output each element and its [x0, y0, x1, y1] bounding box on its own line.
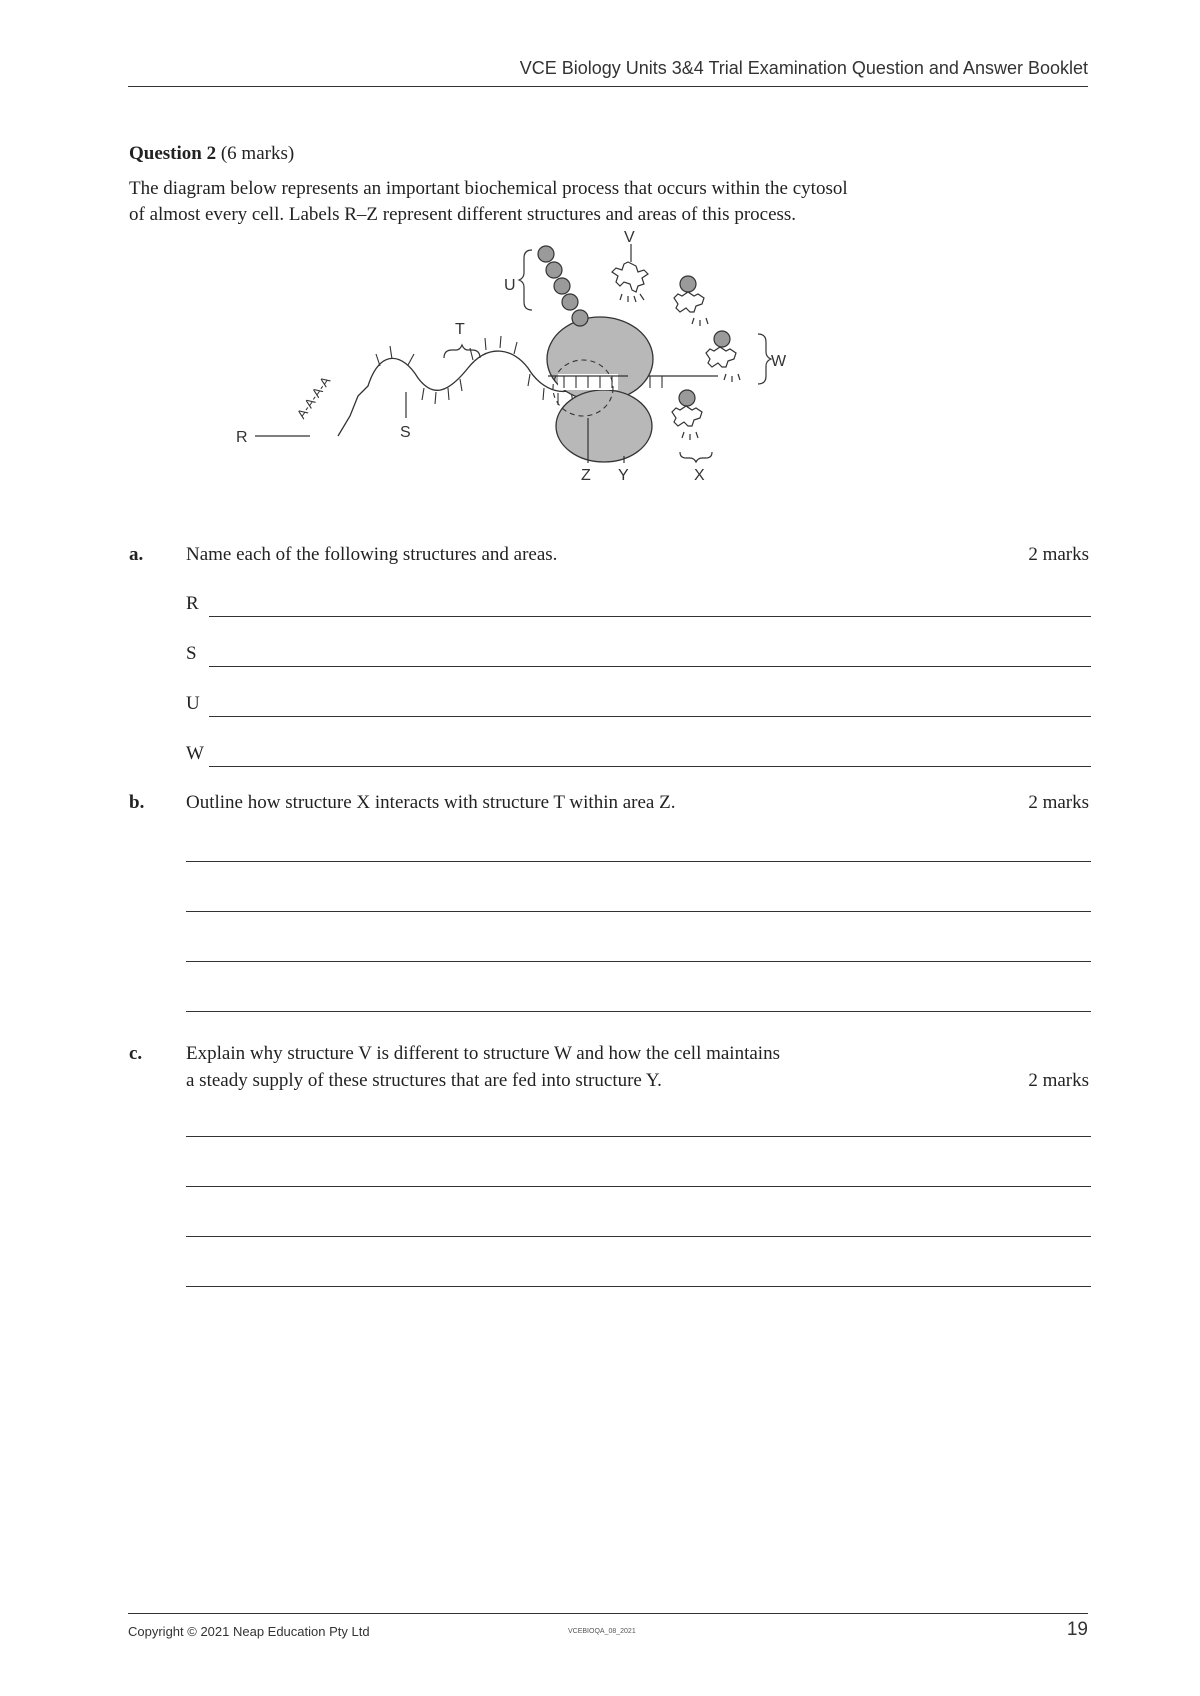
part-c-answer-line-1[interactable]: [186, 1136, 1091, 1137]
part-b-answer-line-1[interactable]: [186, 861, 1091, 862]
label-x: X: [694, 467, 705, 484]
part-b-prompt: [129, 789, 1089, 819]
answer-row-w[interactable]: [186, 743, 1091, 773]
polypeptide-chain: [538, 246, 588, 326]
answer-label-r: R: [186, 593, 199, 614]
part-c-text-line-2: a steady supply of these structures that are fed into structure Y.: [186, 1070, 662, 1091]
label-r: R: [236, 429, 248, 446]
answer-line-s[interactable]: [209, 666, 1091, 667]
part-c-answer-line-3[interactable]: [186, 1236, 1091, 1237]
part-c-answer-line-2[interactable]: [186, 1186, 1091, 1187]
trna-x: [672, 390, 712, 462]
translation-diagram: [128, 229, 1088, 528]
answer-label-u: U: [186, 693, 200, 714]
part-c-text-line-1: Explain why structure V is different to structure W and how the cell maintains: [186, 1043, 780, 1064]
poly-a-tail: A-A-A-A: [293, 373, 334, 422]
small-subunit: [556, 390, 652, 462]
part-c-letter: c.: [129, 1043, 143, 1064]
part-b-text: Outline how structure X interacts with structure T within area Z.: [186, 792, 676, 813]
label-t: T: [455, 321, 465, 338]
page-footer: [128, 1613, 1088, 1654]
part-b-answer-line-3[interactable]: [186, 961, 1091, 962]
question-title: [129, 143, 294, 165]
part-c-marks: 2 marks: [1028, 1070, 1089, 1091]
u-brace: [519, 250, 532, 310]
page-header: [128, 58, 1088, 87]
intro-line-2: of almost every cell. Labels R–Z represent different structures and areas of this process.: [129, 204, 797, 225]
answer-label-s: S: [186, 643, 197, 664]
label-y: Y: [618, 467, 629, 484]
charged-trna-1: [674, 276, 708, 326]
part-c-prompt: [129, 1040, 1089, 1096]
label-z: Z: [581, 467, 591, 484]
charged-trna-2: [706, 331, 740, 382]
mrna-strand: [338, 336, 718, 436]
answer-line-u[interactable]: [209, 716, 1091, 717]
part-a-marks: 2 marks: [1028, 544, 1089, 565]
label-w: W: [771, 353, 787, 370]
answer-label-w: W: [186, 743, 204, 764]
answer-line-w[interactable]: [209, 766, 1091, 767]
label-s: S: [400, 424, 411, 441]
header-title: VCE Biology Units 3&4 Trial Examination Question and Answer Booklet: [519, 58, 1088, 78]
part-b-marks: 2 marks: [1028, 792, 1089, 813]
w-brace: [758, 334, 771, 384]
part-b-answer-line-4[interactable]: [186, 1011, 1091, 1012]
answer-row-u[interactable]: [186, 693, 1091, 723]
trna-v: [612, 244, 648, 302]
part-a-text: Name each of the following structures and areas.: [186, 544, 558, 565]
question-intro: [129, 176, 1009, 228]
intro-line-1: The diagram below represents an important biochemical process that occurs within the cytosol: [129, 178, 848, 199]
label-u: U: [504, 277, 516, 294]
answer-row-s[interactable]: [186, 643, 1091, 673]
part-b-letter: b.: [129, 792, 145, 813]
part-a-prompt: [129, 541, 1089, 571]
part-a-letter: a.: [129, 544, 144, 565]
document-code: VCEBIOQA_08_2021: [568, 1628, 636, 1635]
page-number: 19: [1066, 1619, 1088, 1640]
question-number: Question 2: [129, 143, 217, 164]
question-marks: (6 marks): [220, 143, 295, 164]
answer-line-r[interactable]: [209, 616, 1091, 617]
t-brace: [444, 345, 480, 358]
part-c-answer-line-4[interactable]: [186, 1286, 1091, 1287]
label-v: V: [624, 229, 635, 246]
answer-row-r[interactable]: [186, 593, 1091, 623]
copyright-text: Copyright © 2021 Neap Education Pty Ltd: [128, 1624, 370, 1639]
part-b-answer-line-2[interactable]: [186, 911, 1091, 912]
